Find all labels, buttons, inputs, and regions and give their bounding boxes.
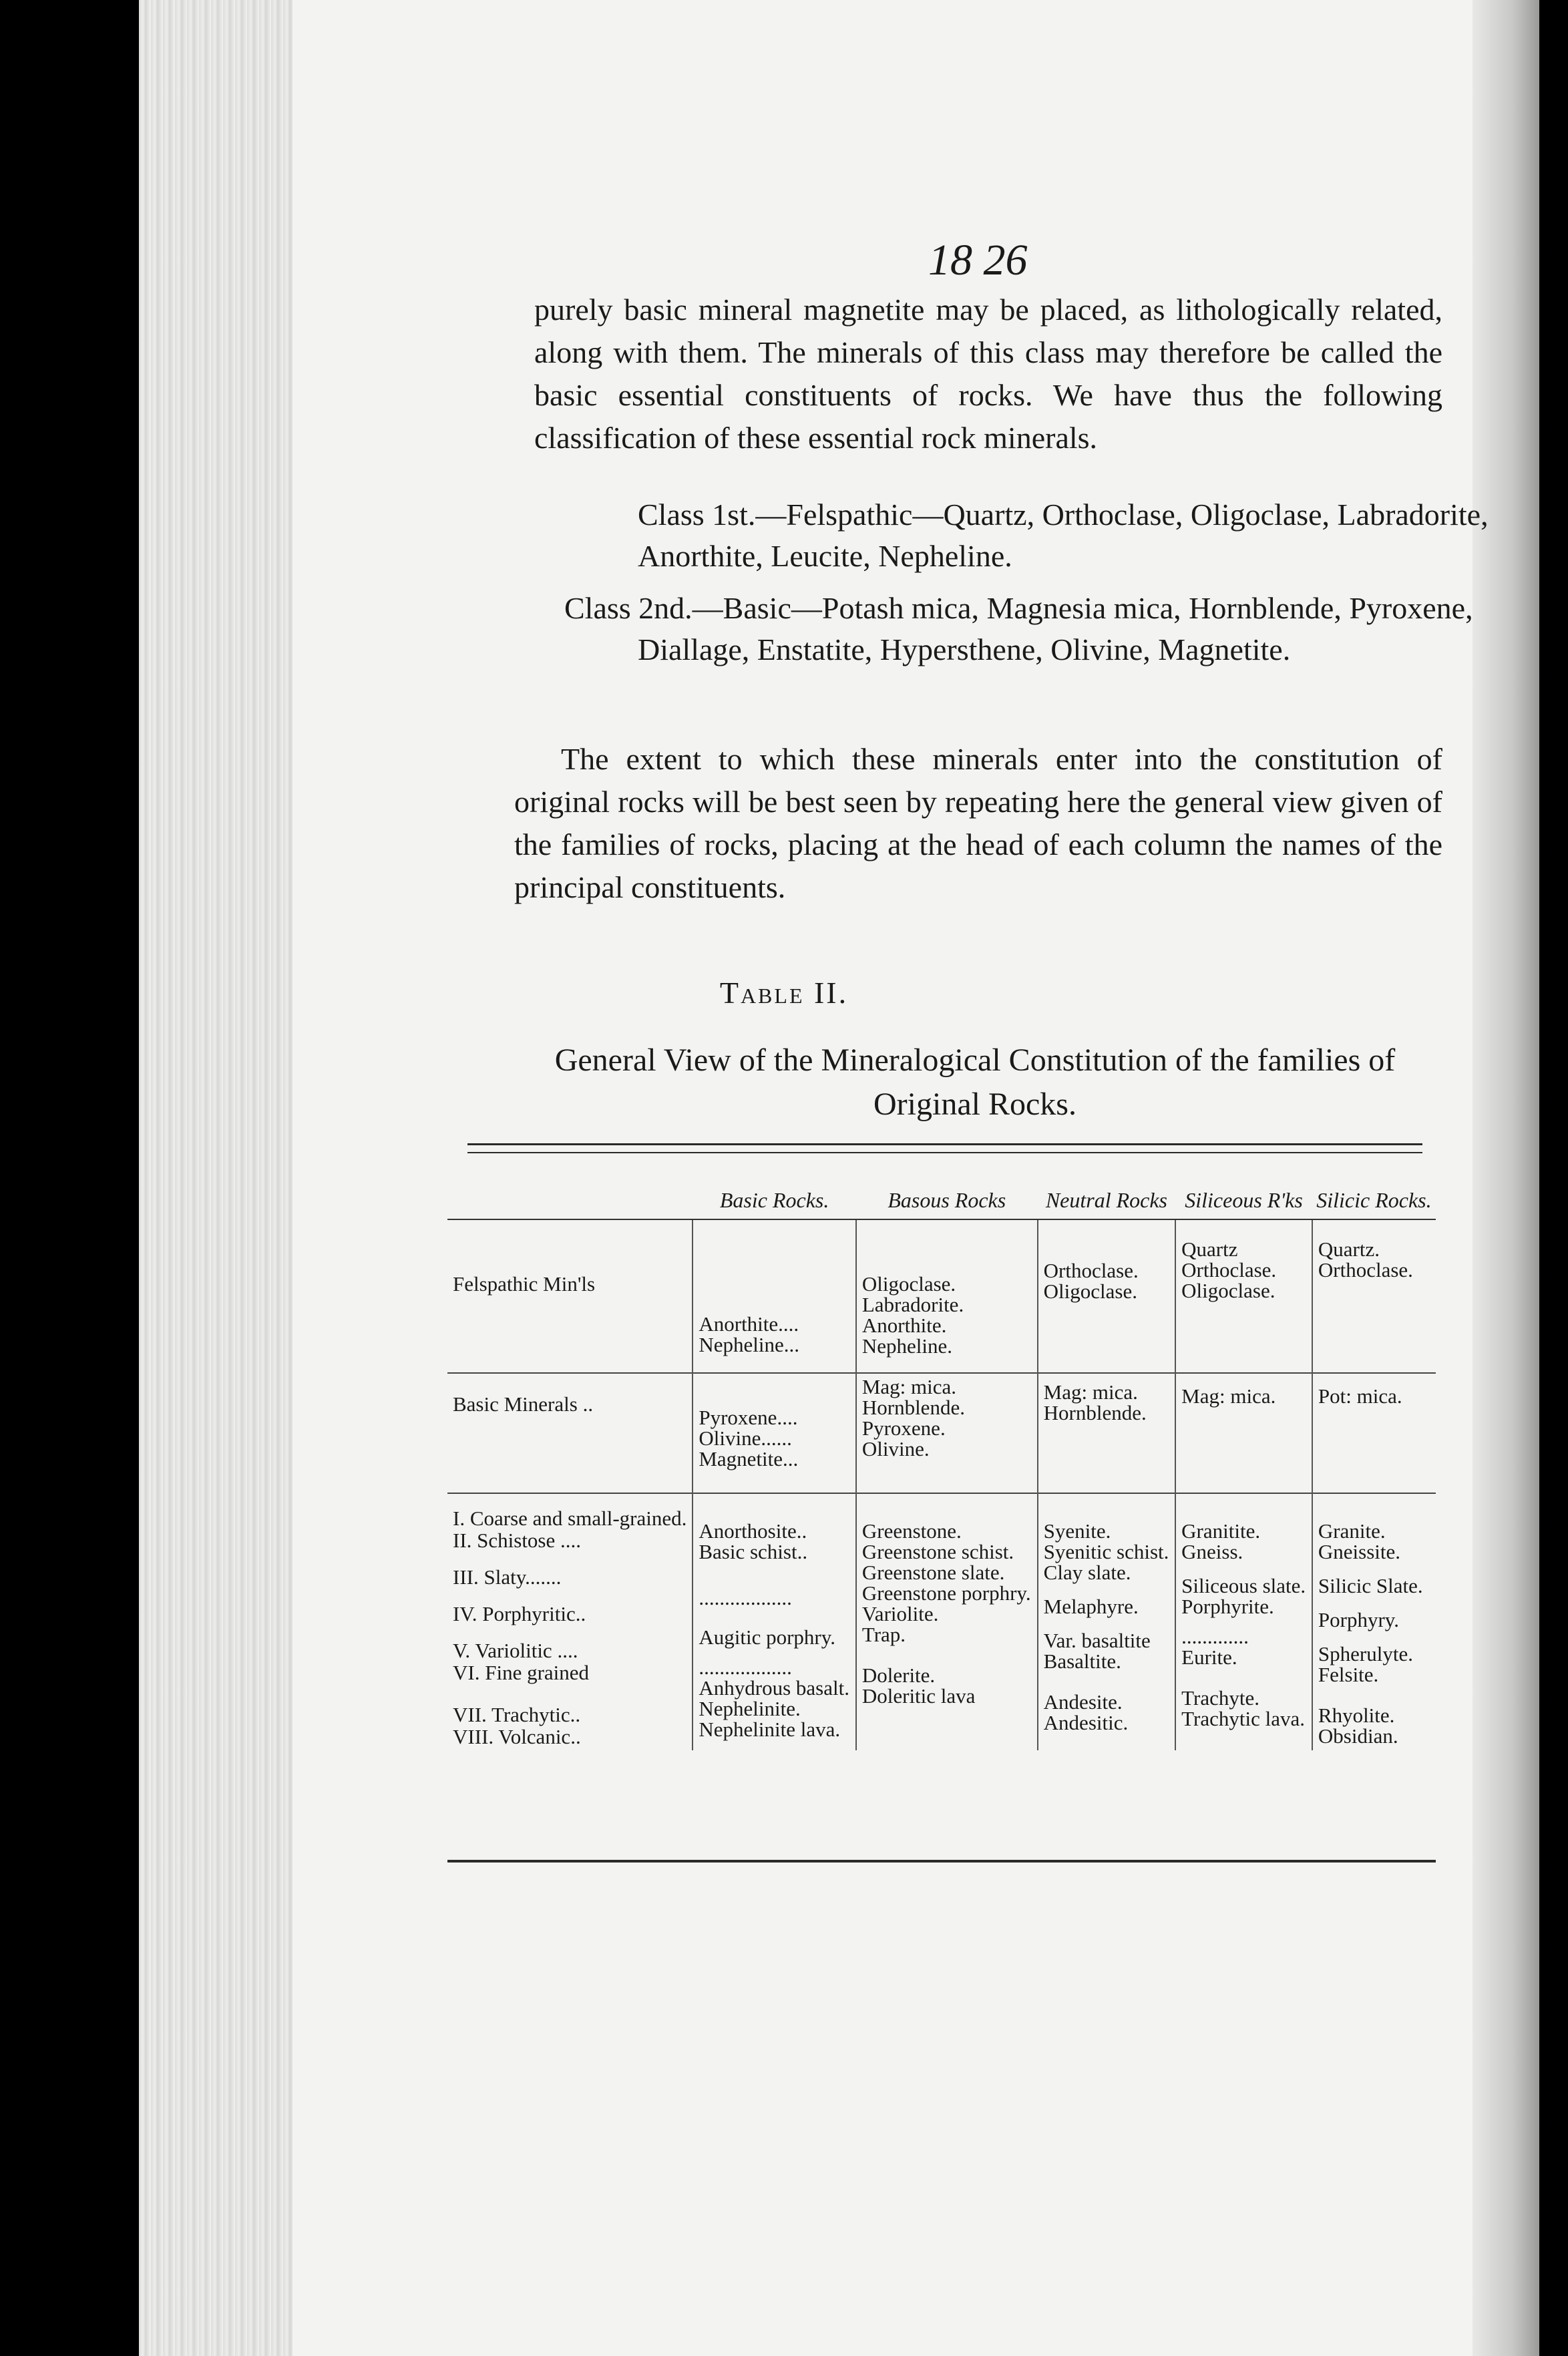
header-neutral: Neutral Rocks [1038,1182,1175,1219]
family-label: IV. Porphyritic.. [453,1602,586,1625]
header-empty [447,1182,693,1219]
cell-text: Andesite. [1043,1690,1123,1714]
table-top-rule [467,1143,1422,1145]
cell-felspathic-neutral [1038,1219,1175,1373]
cell-text: Silicic Slate. [1318,1574,1423,1597]
cell-text: Mag: mica. [1043,1380,1138,1404]
basic-minerals-label: Basic Minerals .. [453,1392,594,1416]
cell-text: Nephelinite. [699,1697,801,1720]
cell-text: Greenstone schist. [861,1540,1014,1563]
cell-text: Melaphyre. [1043,1595,1139,1618]
cell-text: Siliceous slate. [1181,1574,1306,1597]
cell-basicmin-basic [693,1373,856,1493]
family-label: II. Schistose .... [453,1529,582,1552]
cell-text: Mag: mica. [1181,1384,1276,1408]
cell-text: Gneiss. [1181,1540,1243,1563]
cell-text: Anorthosite.. [699,1519,807,1543]
family-basic [693,1493,856,1750]
cell-text: Pot: mica. [1318,1384,1402,1408]
cell-felspathic-basous [856,1219,1038,1373]
cell-text: Granite. [1318,1519,1386,1543]
row-label-basic-minerals [447,1373,693,1493]
family-basous [856,1493,1038,1750]
table-title: Table II. [719,976,849,1010]
table-header-row [447,1182,1436,1219]
cell-text: Trap. [861,1623,906,1646]
family-label: VII. Trachytic.. [453,1703,581,1726]
cell-text: Mag: mica. [861,1375,957,1398]
paragraph-2: The extent to which these minerals enter into the constitution of original rocks will be best seen by repeating here the general view given of the families of rocks, placing at the head of each column the names of the principal constituents. [514,742,1442,904]
table-row-families [447,1493,1436,1750]
family-label: VI. Fine grained [453,1661,590,1684]
cell-text: Nephelinite lava. [699,1718,841,1741]
cell-text: Orthoclase. [1181,1258,1277,1282]
cell-text: Anhydrous basalt. [699,1676,849,1700]
cell-text: Augitic porphry. [699,1625,835,1649]
cell-text: Olivine. [861,1437,930,1460]
cell-text: Obsidian. [1318,1724,1398,1748]
cell-text: Basic schist.. [699,1540,808,1563]
table-bottom-rule [447,1860,1436,1862]
cell-text: Oligoclase. [861,1272,956,1296]
cell-text: Porphyry. [1318,1608,1400,1631]
cell-text: Hornblende. [1043,1401,1147,1424]
cell-text: Dolerite. [861,1663,936,1687]
header-basic: Basic Rocks. [693,1182,856,1219]
table-row-felspathic [447,1219,1436,1373]
cell-text: Orthoclase. [1318,1258,1413,1282]
class-1: Class 1st.—Felspathic—Quartz, Orthoclase, Oligoclase, Labradorite, Anorthite, Leucite, Nepheline. [638,498,1489,573]
cell-text: Labradorite. [861,1293,964,1316]
cell-text: Anorthite. [861,1314,947,1337]
page-edges-right [1473,0,1539,2356]
cell-text: Var. basaltite [1043,1629,1151,1652]
page-number: 18 26 [928,236,1028,284]
family-label: VIII. Volcanic.. [453,1725,581,1748]
cell-text: Anorthite.... [699,1312,799,1336]
header-siliceous: Siliceous R'ks [1175,1182,1312,1219]
cell-text: Oligoclase. [1043,1280,1137,1303]
cell-text: Greenstone. [861,1519,962,1543]
page-edges-left [139,0,292,2356]
cell-basicmin-neutral [1038,1373,1175,1493]
cell-text: Pyroxene.... [699,1406,798,1429]
cell-text: Orthoclase. [1043,1259,1139,1282]
cell-text: Pyroxene. [861,1416,946,1440]
cell-text: Gneissite. [1318,1540,1401,1563]
cell-text: Granitite. [1181,1519,1261,1543]
header-silicic: Silicic Rocks. [1312,1182,1436,1219]
cell-text: Variolite. [861,1602,939,1625]
cell-text: Greenstone porphry. [861,1581,1031,1605]
family-label: V. Variolitic .... [453,1639,578,1662]
family-label: III. Slaty....... [453,1565,562,1589]
cell-text: Eurite. [1181,1645,1237,1669]
cell-text: Hornblende. [861,1396,965,1419]
cell-basicmin-basous [856,1373,1038,1493]
cell-text: Oligoclase. [1181,1279,1276,1302]
cell-text: Trachytic lava. [1181,1707,1305,1730]
cell-text: Syenite. [1043,1519,1111,1543]
cell-basicmin-siliceous [1175,1373,1312,1493]
mineral-table [447,1182,1436,1750]
table-caption: General View of the Mineralogical Constitution of the families of Original Rocks. [554,1042,1396,1122]
cell-text: Greenstone slate. [861,1561,1005,1584]
row-label-felspathic [447,1219,693,1373]
cell-text: Clay slate. [1043,1561,1131,1584]
family-neutral [1038,1493,1175,1750]
family-siliceous [1175,1493,1312,1750]
cell-felspathic-basic [693,1219,856,1373]
paragraph-1: purely basic mineral magnetite may be placed, as lithologically related, along with them. The minerals of this class may therefore be called the basic essential constituents of rocks. We have thus the following classification of these essential rock minerals. [534,292,1442,455]
felspathic-label: Felspathic Min'ls [453,1272,596,1296]
cell-text: .................. [699,1655,792,1679]
family-label: I. Coarse and small-grained. [453,1507,687,1530]
cell-text: Basaltite. [1043,1649,1121,1673]
cell-text: Trachyte. [1181,1686,1259,1710]
cell-text: Quartz [1181,1237,1238,1261]
cell-text: Felsite. [1318,1663,1379,1686]
cell-text: Nepheline... [699,1333,799,1356]
header-basous: Basous Rocks [856,1182,1038,1219]
cell-text: Doleritic lava [861,1684,976,1708]
cell-text: Quartz. [1318,1237,1380,1261]
cell-text: Rhyolite. [1318,1704,1395,1727]
family-silicic [1312,1493,1436,1750]
table-top-rule-2 [467,1152,1422,1153]
cell-text: Olivine...... [699,1426,792,1450]
cell-text: ............. [1181,1625,1249,1648]
cell-text: Spherulyte. [1318,1642,1413,1665]
cell-felspathic-silicic [1312,1219,1436,1373]
cell-text: Magnetite... [699,1447,799,1470]
cell-felspathic-siliceous [1175,1219,1312,1373]
table-row-basic-minerals [447,1373,1436,1493]
class-2: Class 2nd.—Basic—Potash mica, Magnesia mica, Hornblende, Pyroxene, Diallage, Enstatite, Hypersthene, Olivine, Magnetite. [564,591,1473,666]
family-labels [447,1493,693,1750]
cell-text: Andesitic. [1043,1711,1129,1734]
cell-text: Porphyrite. [1181,1595,1274,1618]
cell-basicmin-silicic [1312,1373,1436,1493]
cell-text: Syenitic schist. [1043,1540,1169,1563]
cell-text: Nepheline. [861,1334,952,1358]
cell-text: .................. [699,1586,792,1609]
